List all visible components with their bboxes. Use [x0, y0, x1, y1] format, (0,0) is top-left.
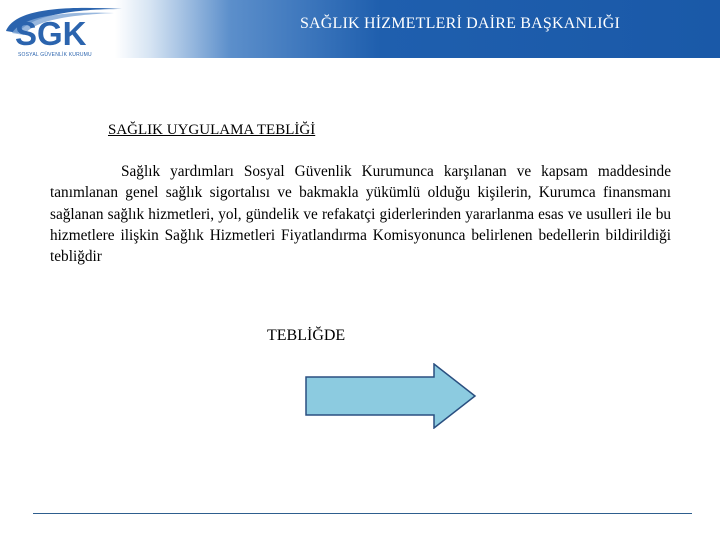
section-subtitle: SAĞLIK UYGULAMA TEBLİĞİ — [108, 122, 316, 138]
sgk-logo — [4, 3, 122, 57]
body-paragraph: Sağlık yardımları Sosyal Güvenlik Kurumunca karşılanan ve kapsam maddesinde tanımlanan genel sağlık sigortalısı ve bakmakla yükümlü olduğu kişilerin, Kurumca finansmanı sağlanan sağlık hizmetleri, yol, gündelik ve refakatçi giderlerinden yararlanma esas ve usulleri ile bu hizmetlere ilişkin Sağlık Hizmetleri Fiyatlandırma Komisyonunca belirlenen bedellerin bildirildiği tebliğdir — [50, 163, 671, 266]
header-bar — [0, 0, 720, 58]
right-arrow-icon — [305, 363, 477, 429]
footer-divider — [33, 513, 692, 514]
header-title: SAĞLIK HİZMETLERİ DAİRE BAŞKANLIĞI — [299, 15, 621, 32]
teblig-label: TEBLİĞDE — [267, 327, 346, 344]
logo-text: SGK — [15, 15, 87, 52]
logo-subtext: SOSYAL GÜVENLİK KURUMU — [18, 52, 92, 58]
